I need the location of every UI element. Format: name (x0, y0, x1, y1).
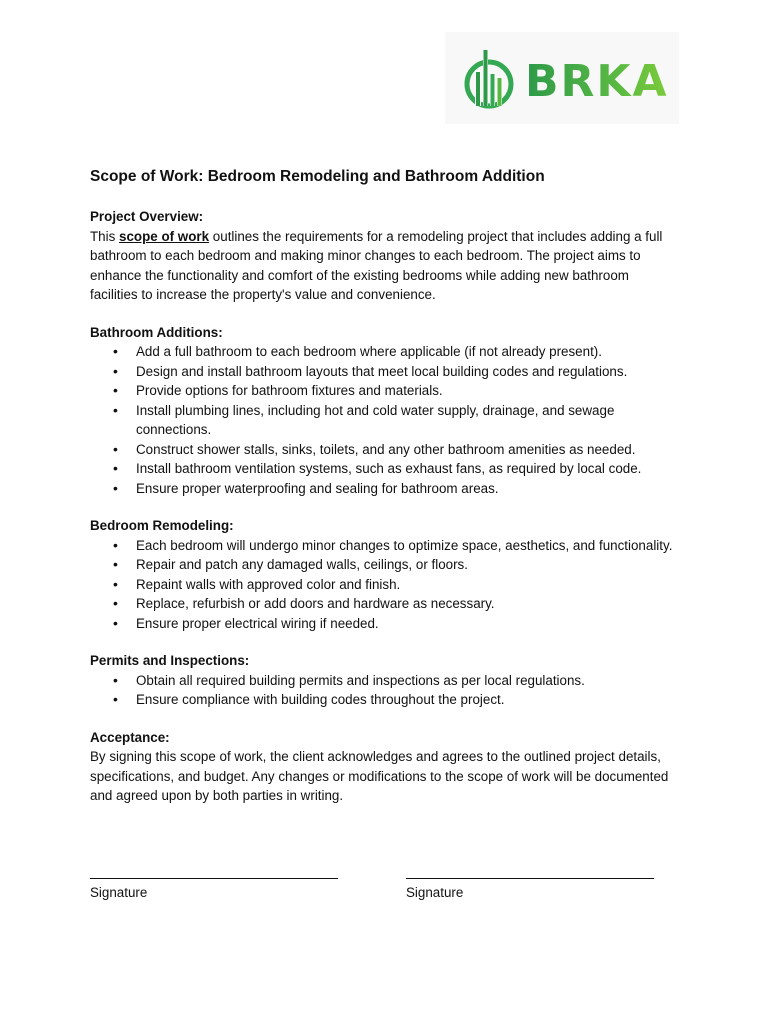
signature-label: Signature (406, 885, 464, 900)
list-item: • Ensure proper electrical wiring if needed. (90, 614, 680, 634)
acceptance-section (90, 728, 680, 806)
list-item: • Each bedroom will undergo minor changes to optimize space, aesthetics, and functionality. (90, 536, 680, 556)
permits-list (90, 671, 680, 710)
overview-heading: Project Overview: (90, 209, 204, 224)
list-item: • Construct shower stalls, sinks, toilets, and any other bathroom amenities as needed. (90, 440, 680, 460)
list-item: • Ensure compliance with building codes throughout the project. (90, 690, 680, 710)
building-bars-icon (463, 46, 523, 110)
list-item: • Design and install bathroom layouts that meet local building codes and regulations. (90, 362, 680, 382)
document-body (90, 166, 680, 824)
list-item: • Obtain all required building permits and inspections as per local regulations. (90, 671, 680, 691)
list-item: • Install bathroom ventilation systems, such as exhaust fans, as required by local code. (90, 459, 680, 479)
overview-section (90, 207, 680, 305)
list-item: • Install plumbing lines, including hot and cold water supply, drainage, and sewage connections. (90, 401, 680, 440)
list-item: • Provide options for bathroom fixtures and materials. (90, 381, 680, 401)
brka-logo (445, 32, 679, 124)
signature-block-left (90, 866, 340, 900)
bathroom-additions-section (90, 323, 680, 499)
section-heading: Permits and Inspections: (90, 653, 250, 668)
signature-line[interactable] (406, 866, 654, 879)
page-title: Scope of Work: Bedroom Remodeling and Bathroom Addition (90, 168, 545, 185)
bedroom-remodeling-section (90, 516, 680, 633)
list-item: • Repair and patch any damaged walls, ceilings, or floors. (90, 555, 680, 575)
bathroom-additions-list (90, 342, 680, 498)
logo-text: BRKA (525, 52, 669, 112)
list-item: • Replace, refurbish or add doors and hardware as necessary. (90, 594, 680, 614)
overview-paragraph (90, 227, 680, 305)
signature-label: Signature (90, 885, 148, 900)
overview-text-before: This (90, 228, 120, 244)
signature-line[interactable] (90, 866, 338, 879)
permits-section (90, 651, 680, 710)
list-item: • Ensure proper waterproofing and sealing for bathroom areas. (90, 479, 680, 499)
signature-block-right (406, 866, 656, 900)
list-item: • Add a full bathroom to each bedroom where applicable (if not already present). (90, 342, 680, 362)
overview-text-after: outlines the requirements for a remodeling project that includes adding a full bathroom to each bedroom and making minor changes to each bedroom. The project aims to enhance the functionality and comfort of the existing bedrooms while adding new bathroom facilities to increase the property's value and convenience. (90, 228, 663, 302)
section-heading: Bedroom Remodeling: (90, 518, 234, 533)
bedroom-remodeling-list (90, 536, 680, 634)
acceptance-paragraph: By signing this scope of work, the client acknowledges and agrees to the outlined project details, specifications, and budget. Any changes or modifications to the scope of work will be documented and agreed upon by both parties in writing. (90, 749, 669, 803)
acceptance-heading: Acceptance: (90, 729, 170, 745)
section-heading: Bathroom Additions: (90, 324, 223, 340)
list-item: • Repaint walls with approved color and finish. (90, 575, 680, 595)
scope-of-work-link[interactable]: scope of work (119, 228, 210, 244)
